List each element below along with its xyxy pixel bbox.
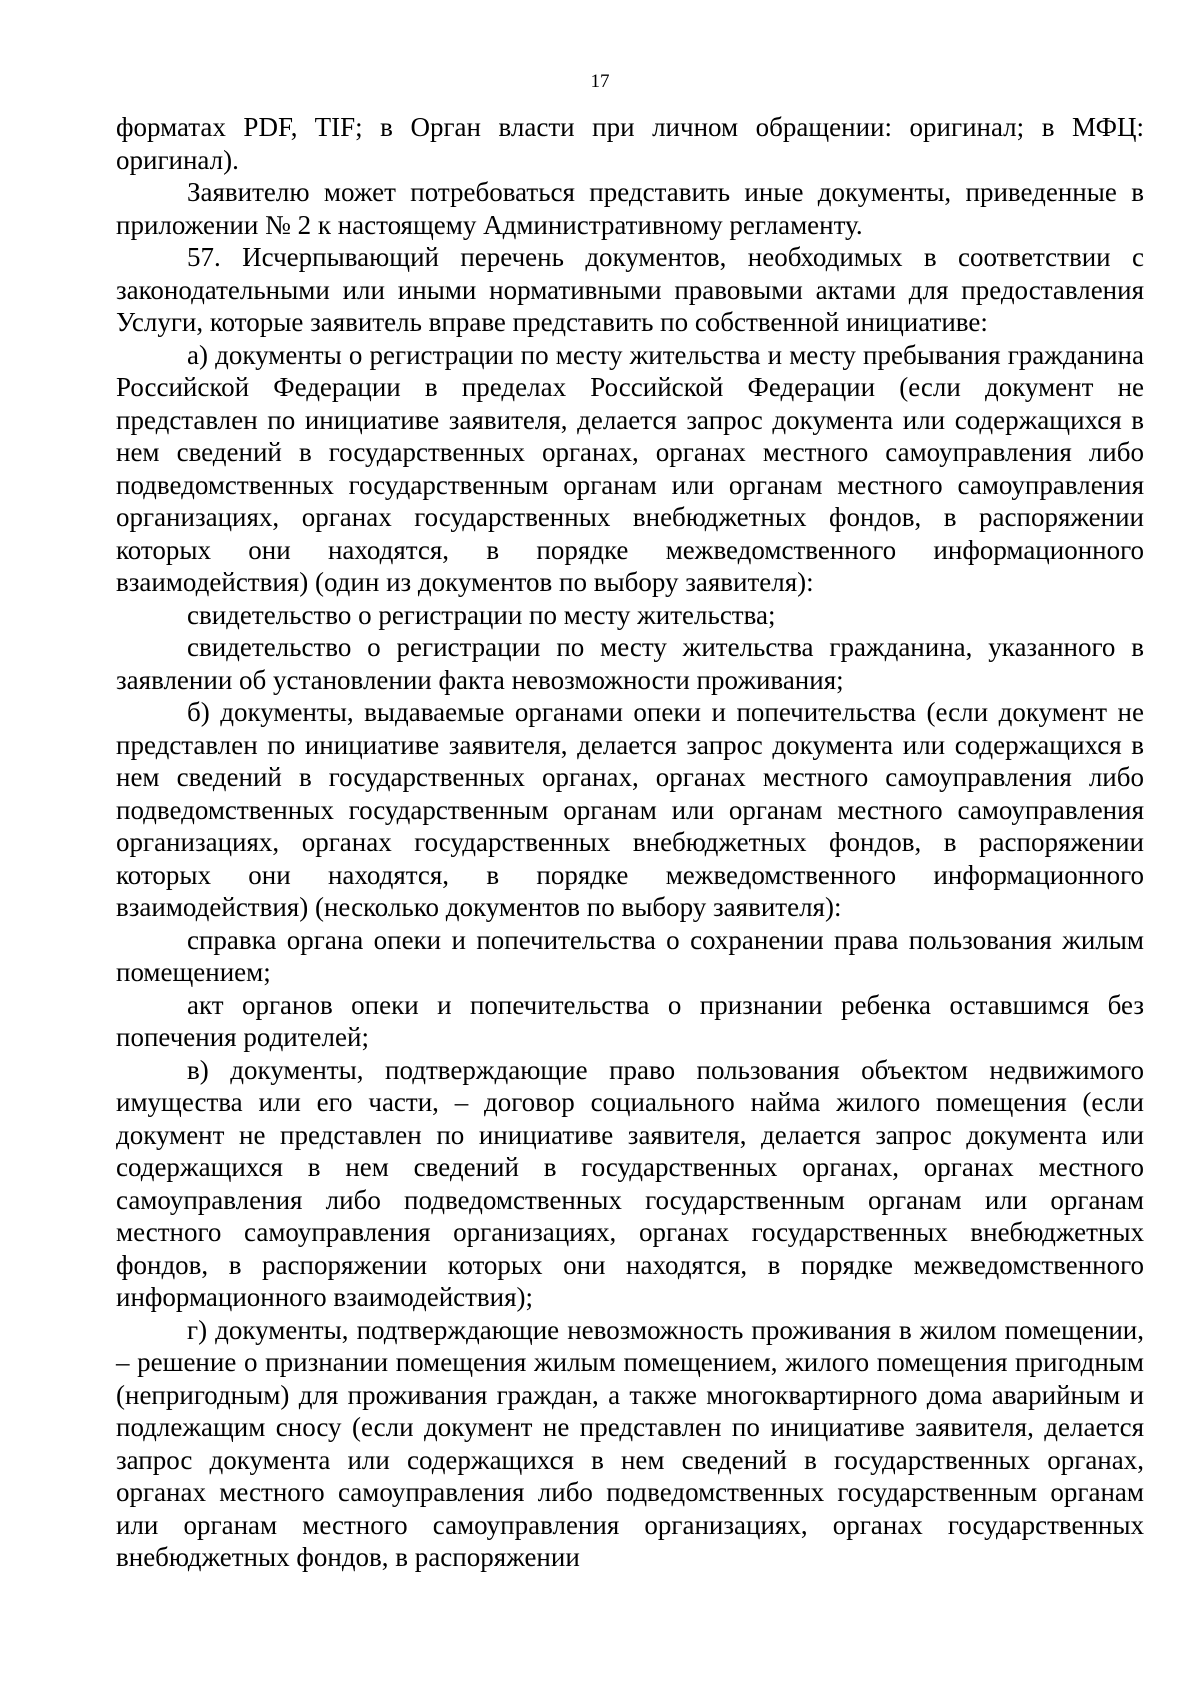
paragraph-clause-57: 57. Исчерпывающий перечень документов, необходимых в соответствии с законодательными или иными нормативными правовыми актами для предоставления Услуги, которые заявитель вправе представить по собственной инициативе: <box>116 242 1144 337</box>
document-body <box>116 111 1144 1574</box>
paragraph-registration-certificate: свидетельство о регистрации по месту жительства; <box>187 599 776 630</box>
paragraph-guardianship-act: акт органов опеки и попечительства о признании ребенка оставшимся без попечения родителей; <box>116 989 1144 1052</box>
paragraph-item-g: г) документы, подтверждающие невозможность проживания в жилом помещении, – решение о признании помещения жилым помещением, жилого помещения пригодным (непригодным) для проживания граждан, а также многоквартирного дома аварийным и подлежащим сносу (если документ не представлен по инициативе заявителя, делается запрос документа или содержащихся в нем сведений в государственных органах, органах местного самоуправления либо подведомственных государственным органам или органам местного самоуправления организациях, органах государственных внебюджетных фондов, в распоряжении <box>116 1314 1144 1572</box>
paragraph-continuation: форматах PDF, TIF; в Орган власти при личном обращении: оригинал; в МФЦ: оригинал). <box>116 112 1144 175</box>
paragraph-item-b: б) документы, выдаваемые органами опеки и попечительства (если документ не представлен по инициативе заявителя, делается запрос документа или содержащихся в нем сведений в государственных органах, органах местного самоуправления либо подведомственных государственным органам или органам местного самоуправления организациях, органах государственных внебюджетных фондов, в распоряжении которых они находятся, в порядке межведомственного информационного взаимодействия) (несколько документов по выбору заявителя): <box>116 697 1144 922</box>
paragraph-registration-certificate-citizen: свидетельство о регистрации по месту жительства гражданина, указанного в заявлении об установлении факта невозможности проживания; <box>116 632 1144 695</box>
page-number: 17 <box>590 71 610 92</box>
paragraph-item-a: а) документы о регистрации по месту жительства и месту пребывания гражданина Российской Федерации в пределах Российской Федерации (если документ не представлен по инициативе заявителя, делается запрос документа или содержащихся в нем сведений в государственных органах, органах местного самоуправления либо подведомственных государственным органам или органам местного самоуправления организациях, органах государственных внебюджетных фондов, в распоряжении которых они находятся, в порядке межведомственного информационного взаимодействия) (один из документов по выбору заявителя): <box>116 339 1144 597</box>
paragraph-item-v: в) документы, подтверждающие право пользования объектом недвижимого имущества или его части, – договор социального найма жилого помещения (если документ не представлен по инициативе заявителя, делается запрос документа или содержащихся в нем сведений в государственных органах, органах местного самоуправления либо подведомственных государственным органам или органам местного самоуправления организациях, органах государственных внебюджетных фондов, в распоряжении которых они находятся, в порядке межведомственного информационного взаимодействия); <box>116 1054 1144 1312</box>
paragraph-guardianship-certificate: справка органа опеки и попечительства о сохранении права пользования жилым помещением; <box>116 924 1144 987</box>
paragraph-additional-documents: Заявителю может потребоваться представить иные документы, приведенные в приложении № 2 к настоящему Административному регламенту. <box>116 177 1144 240</box>
